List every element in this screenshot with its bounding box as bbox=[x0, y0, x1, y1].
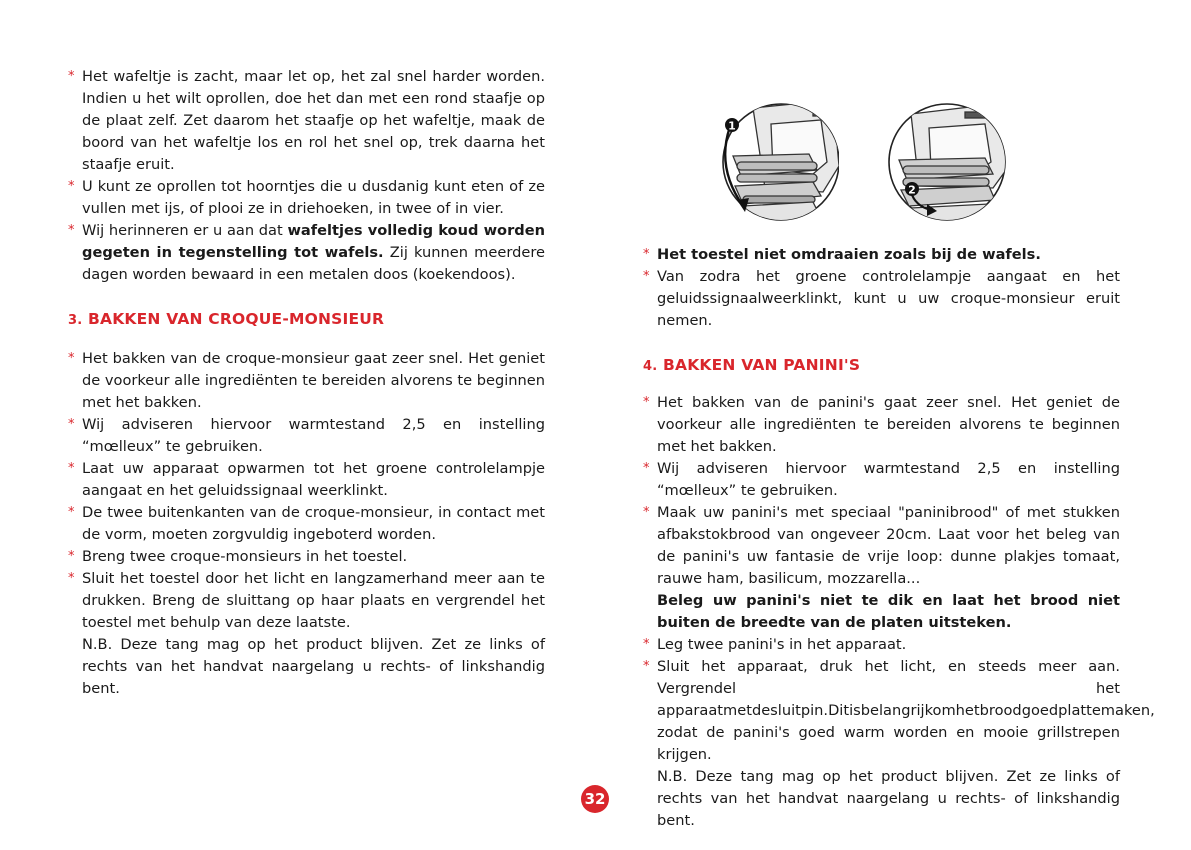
list-item: * Wij herinneren er u aan dat wafeltjes volledig koud worden gegeten in tegenstelling tot wafels. Zij kunnen meerdere dagen worden bewaard in een metalen doos (koekendoos). bbox=[68, 222, 546, 283]
list-item: * Laat uw apparaat opwarmen tot het groene controlelampje aangaat en het geluidssignaal weerklinkt. bbox=[68, 460, 545, 499]
left-column bbox=[68, 66, 545, 700]
asterisk-icon: * bbox=[68, 571, 75, 586]
list-item: * Sluit het toestel door het licht en langzamerhand meer aan te drukken. Breng de sluittang op haar plaats en vergrendel het toestel met behulp van deze laatste. N.B. Deze tang mag op het product blijven. Zet ze links of rechts van het handvat naargelang u rechts- of linkshandig bent. bbox=[68, 568, 545, 700]
section-3-list bbox=[68, 348, 545, 700]
list-item: * U kunt ze oprollen tot hoorntjes die u dusdanig kunt eten of ze vullen met ijs, of plooi ze in driehoeken, in twee of in vier. bbox=[68, 178, 545, 217]
list-item: * Wij adviseren hiervoor warmtestand 2,5 en instelling “mœlleux” te gebruiken. bbox=[643, 460, 1120, 499]
asterisk-icon: * bbox=[643, 395, 650, 410]
asterisk-icon: * bbox=[68, 505, 75, 520]
asterisk-icon: * bbox=[68, 549, 75, 564]
panini-warning: Beleg uw panini's niet te dik en laat het brood niet buiten de breedte van de platen uitsteken. bbox=[657, 592, 1120, 631]
asterisk-icon: * bbox=[643, 461, 650, 476]
asterisk-icon: * bbox=[68, 179, 75, 194]
list-item: * Het bakken van de panini's gaat zeer snel. Het geniet de voorkeur alle ingrediënten te bereiden alvorens te beginnen met het bakken. bbox=[643, 394, 1120, 455]
asterisk-icon: * bbox=[643, 247, 650, 262]
asterisk-icon: * bbox=[68, 351, 75, 366]
list-item: * Maak uw panini's met speciaal "paninibrood" of met stukken afbakstokbrood van ongeveer 20cm. Laat voor het beleg van de panini's uw fantasie de vrije loop: dunne plakjes tomaat, rauwe ham, basilicum, mozzarella... Beleg uw panini's niet te dik en laat het brood niet buiten de breedte van de platen uitsteken. bbox=[643, 502, 1120, 634]
note-text: N.B. Deze tang mag op het product blijven. Zet ze links of rechts van het handvat naargelang u rechts- of linkshandig bent. bbox=[82, 636, 545, 697]
step-1-label: 1 bbox=[728, 119, 736, 133]
asterisk-icon: * bbox=[68, 417, 75, 432]
list-item: * Het toestel niet omdraaien zoals bij de wafels. bbox=[643, 244, 1120, 266]
croque-tips-list bbox=[643, 244, 1120, 332]
section-4-list bbox=[643, 392, 1155, 832]
right-column bbox=[643, 244, 1155, 832]
section-3-heading: 3. BAKKEN VAN CROQUE-MONSIEUR bbox=[68, 310, 385, 328]
list-item: * Wij adviseren hiervoor warmtestand 2,5 en instelling “mœlleux” te gebruiken. bbox=[68, 416, 545, 455]
list-item: * Breng twee croque-monsieurs in het toestel. bbox=[68, 546, 545, 568]
page-number: 32 bbox=[581, 785, 609, 813]
asterisk-icon: * bbox=[643, 269, 650, 284]
section-4-heading: 4. BAKKEN VAN PANINI'S bbox=[643, 356, 861, 374]
asterisk-icon: * bbox=[643, 637, 650, 652]
asterisk-icon: * bbox=[68, 461, 75, 476]
list-item: * Het bakken van de croque-monsieur gaat zeer snel. Het geniet de voorkeur alle ingrediënten te bereiden alvorens te beginnen met het bakken. bbox=[68, 350, 545, 411]
intro-list bbox=[68, 66, 545, 286]
list-item: * De twee buitenkanten van de croque-monsieur, in contact met de vorm, moeten zorgvuldig ingeboterd worden. bbox=[68, 504, 545, 543]
asterisk-icon: * bbox=[68, 223, 75, 238]
figure-step-1 bbox=[713, 96, 839, 228]
asterisk-icon: * bbox=[643, 659, 650, 674]
list-item: * Het wafeltje is zacht, maar let op, het zal snel harder worden. Indien u het wilt oprollen, doe het dan met een rond staafje op de plaat zelf. Zet daarom het staafje op het wafeltje, maak de boord van het wafeltje los en rol het snel op, trek daarna het staafje eruit. bbox=[68, 68, 545, 173]
reminder-bold-text: wafeltjes volledig koud worden gegeten in tegenstelling tot wafels. bbox=[82, 222, 546, 261]
list-item: * Van zodra het groene controlelampje aangaat en het geluidssignaalweerklinkt, kunt u uw croque-monsieur eruit nemen. bbox=[643, 268, 1120, 329]
list-item: * Leg twee panini's in het apparaat. bbox=[643, 634, 1120, 656]
figure-step-2 bbox=[885, 96, 1015, 228]
step-2-label: 2 bbox=[908, 183, 916, 197]
note-text: N.B. Deze tang mag op het product blijven. Zet ze links of rechts van het handvat naargelang u rechts- of linkshandig bent. bbox=[657, 768, 1120, 829]
list-item: * Sluit het apparaat, druk het licht, en steeds meer aan. Vergrendel het apparaatmetdesluitpin.Ditisbelangrijkomhetbroodgoedplattemaken, zodat de panini's goed warm worden en mooie grillstrepen krijgen. N.B. Deze tang mag op het product blijven. Zet ze links of rechts van het handvat naargelang u rechts- of linkshandig bent. bbox=[643, 656, 1120, 832]
asterisk-icon: * bbox=[643, 505, 650, 520]
asterisk-icon: * bbox=[68, 69, 75, 84]
